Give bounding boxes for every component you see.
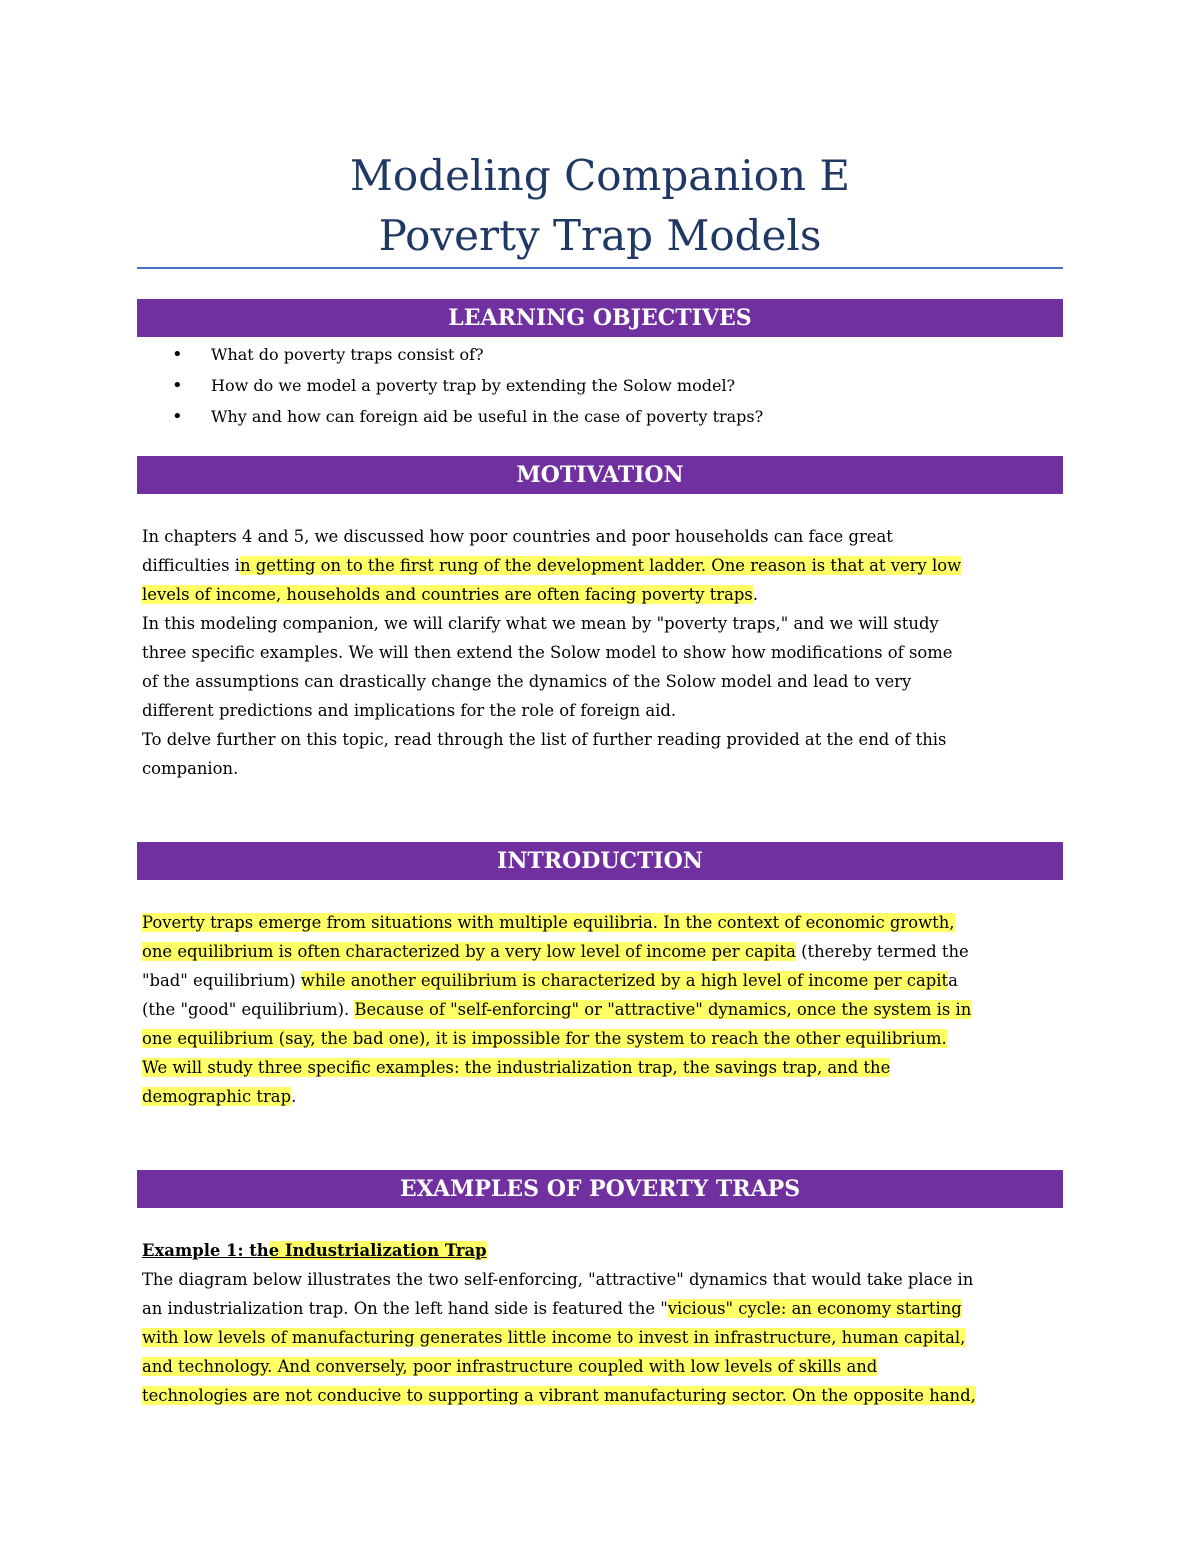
example-1-paragraph — [142, 1265, 1067, 1410]
example-1-heading — [142, 1236, 1067, 1265]
text-run: three specific examples. We will then extend the Solow model to show how modifications of some — [142, 643, 953, 662]
text-run: (the "good" equilibrium). — [142, 1000, 355, 1019]
text-line — [142, 995, 1067, 1024]
text-line — [142, 908, 1067, 937]
highlighted-text: and technology. And conversely, poor infrastructure coupled with low levels of skills and — [142, 1357, 878, 1376]
text-line — [142, 609, 1067, 638]
text-line — [142, 966, 1067, 995]
highlighted-text: technologies are not conducive to supporting a vibrant manufacturing sector. On the opposite hand, — [142, 1386, 976, 1405]
text-run: In chapters 4 and 5, we discussed how poor countries and poor households can face great — [142, 527, 893, 546]
text-run: To delve further on this topic, read through the list of further reading provided at the end of this — [142, 730, 947, 749]
text-line — [142, 1294, 1067, 1323]
section-heading-introduction: INTRODUCTION — [137, 842, 1063, 880]
text-run: different predictions and implications for the role of foreign aid. — [142, 701, 677, 720]
introduction-paragraph — [142, 908, 1067, 1111]
text-run: companion. — [142, 759, 239, 778]
text-line — [142, 754, 1067, 783]
document-title-line-1: Modeling Companion E — [349, 151, 851, 200]
title-divider — [137, 267, 1063, 269]
text-run: . — [291, 1087, 297, 1106]
text-line — [142, 522, 1067, 551]
document-title-line-2: Poverty Trap Models — [378, 211, 822, 260]
text-line — [142, 1265, 1067, 1294]
text-run: of the assumptions can drastically change the dynamics of the Solow model and lead to very — [142, 672, 912, 691]
highlighted-text: while another equilibrium is characterized by a high level of income per capit — [300, 971, 949, 990]
text-line — [142, 580, 1067, 609]
text-line — [142, 1024, 1067, 1053]
list-item: • How do we model a poverty trap by extending the Solow model? — [170, 370, 763, 401]
text-line — [142, 551, 1067, 580]
text-line — [142, 1381, 1067, 1410]
list-item: • What do poverty traps consist of? — [170, 339, 763, 370]
example-1-heading-highlight: e Industrialization Trap — [268, 1241, 487, 1260]
example-1-block — [142, 1236, 1067, 1265]
text-line — [142, 1352, 1067, 1381]
text-line — [142, 937, 1067, 966]
highlighted-text: one equilibrium is often characterized by a very low level of income per capita — [142, 942, 796, 961]
text-line — [142, 1053, 1067, 1082]
motivation-paragraph — [142, 522, 1067, 783]
text-line — [142, 1323, 1067, 1352]
list-item: • Why and how can foreign aid be useful in the case of poverty traps? — [170, 401, 763, 432]
text-line — [142, 667, 1067, 696]
text-line — [142, 1082, 1067, 1111]
highlighted-text: Poverty traps emerge from situations with multiple equilibria. In the context of economic growth, — [142, 913, 955, 932]
highlighted-text: Because of "self-enforcing" or "attractive" dynamics, once the system is in — [354, 1000, 972, 1019]
text-run: The diagram below illustrates the two self-enforcing, "attractive" dynamics that would take place in — [142, 1270, 974, 1289]
text-line — [142, 638, 1067, 667]
section-heading-motivation: MOTIVATION — [137, 456, 1063, 494]
text-run: . — [752, 585, 759, 604]
example-1-heading-plain: Example 1: th — [142, 1241, 269, 1260]
highlighted-text: one equilibrium (say, the bad one), it is impossible for the system to reach the other equilibrium. — [142, 1029, 947, 1048]
text-run: In this modeling companion, we will clarify what we mean by "poverty traps," and we will study — [142, 614, 939, 633]
text-run: "bad" equilibrium) — [142, 971, 301, 990]
text-line — [142, 696, 1067, 725]
highlighted-text: with low levels of manufacturing generates little income to invest in infrastructure, human capital, — [142, 1328, 966, 1347]
highlighted-text: n getting on to the first rung of the development ladder. One reason is that at very low — [240, 556, 962, 575]
highlighted-text: We will study three specific examples: the industrialization trap, the savings trap, and the — [142, 1058, 891, 1077]
text-run: an industrialization trap. On the left hand side is featured the " — [142, 1299, 668, 1318]
highlighted-text: demographic trap — [142, 1087, 292, 1106]
highlighted-text: levels of income, households and countries are often facing poverty traps — [142, 585, 753, 604]
text-line — [142, 725, 1067, 754]
text-run: difficulties i — [142, 556, 240, 575]
section-heading-learning-objectives: LEARNING OBJECTIVES — [137, 299, 1063, 337]
text-run: a — [948, 971, 958, 990]
highlighted-text: vicious" cycle: an economy starting — [667, 1299, 962, 1318]
text-run: (thereby termed the — [795, 942, 969, 961]
section-heading-examples: EXAMPLES OF POVERTY TRAPS — [137, 1170, 1063, 1208]
learning-objectives-list — [170, 339, 763, 432]
